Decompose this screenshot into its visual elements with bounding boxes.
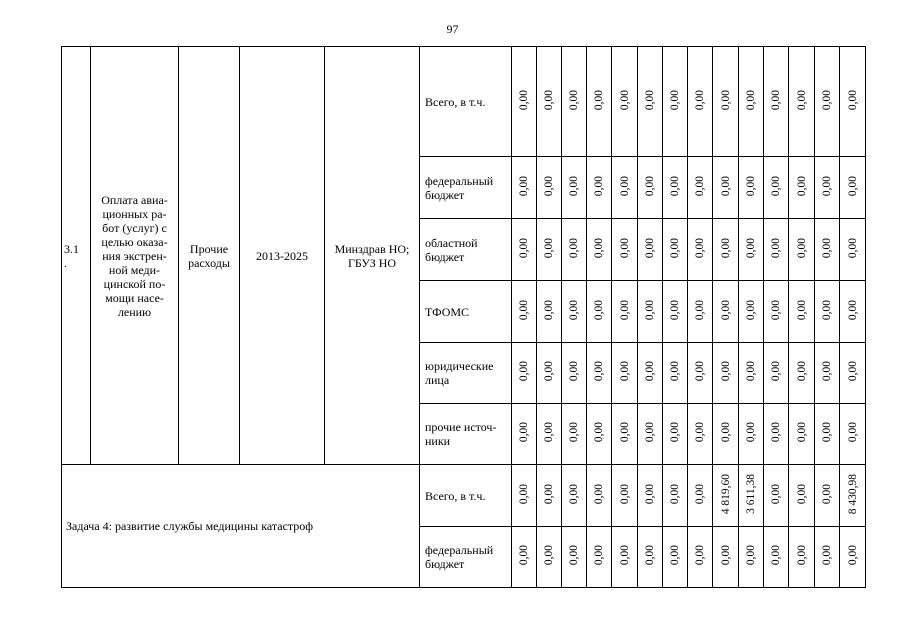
value-text: 0,00 xyxy=(644,89,656,111)
value-cell xyxy=(688,157,713,219)
value-text: 0,00 xyxy=(669,175,681,197)
item-index: 3.1 . xyxy=(62,47,91,465)
value-text: 0,00 xyxy=(618,299,631,321)
value-cell xyxy=(789,404,815,465)
value-cell xyxy=(840,343,866,404)
value-cell xyxy=(512,157,537,219)
value-cell xyxy=(537,157,562,219)
budget-table xyxy=(61,46,866,588)
value-cell xyxy=(512,47,537,157)
funding-source-label: ТФОМС xyxy=(420,281,512,343)
value-cell xyxy=(840,219,866,281)
value-text: 4 819,60 xyxy=(719,473,732,515)
value-cell xyxy=(638,157,663,219)
value-cell xyxy=(764,157,789,219)
funding-source-label: юридические лица xyxy=(420,343,512,404)
value-cell xyxy=(840,404,866,465)
value-text: 0,00 xyxy=(669,299,681,321)
value-cell xyxy=(638,219,663,281)
value-text: 0,00 xyxy=(770,299,782,321)
value-cell xyxy=(713,465,739,527)
value-text: 0,00 xyxy=(821,422,833,443)
value-text: 0,00 xyxy=(846,175,859,197)
value-cell xyxy=(537,47,562,157)
value-cell xyxy=(612,157,638,219)
value-cell xyxy=(713,527,739,588)
value-cell xyxy=(815,157,840,219)
value-cell xyxy=(512,219,537,281)
value-text: 0,00 xyxy=(694,545,706,566)
value-cell xyxy=(562,404,587,465)
value-text: 0,00 xyxy=(745,89,757,111)
value-cell xyxy=(612,281,638,343)
value-cell xyxy=(815,527,840,588)
value-cell xyxy=(537,465,562,527)
value-text: 0,00 xyxy=(770,545,782,566)
value-cell xyxy=(713,404,739,465)
value-cell xyxy=(688,527,713,588)
value-text: 0,00 xyxy=(618,545,631,566)
value-cell xyxy=(688,404,713,465)
value-text: 0,00 xyxy=(719,299,732,321)
value-text: 0,00 xyxy=(719,545,732,566)
value-cell xyxy=(815,219,840,281)
value-text: 0,00 xyxy=(644,237,656,259)
executor: Минздрав НО; ГБУЗ НО xyxy=(325,47,420,465)
funding-source-label: Всего, в т.ч. xyxy=(420,47,512,157)
funding-source-label: прочие источ- ники xyxy=(420,404,512,465)
value-text: 0,00 xyxy=(694,299,706,321)
value-cell xyxy=(789,157,815,219)
value-text: 0,00 xyxy=(618,237,631,259)
value-cell xyxy=(764,527,789,588)
value-text: 0,00 xyxy=(568,175,580,197)
value-text: 0,00 xyxy=(745,361,757,382)
item-name: Оплата авиа- ционных ра- бот (услуг) с целью оказа- ния экстрен- ной меди- цинской по- мощи насе- лению xyxy=(91,47,179,465)
value-cell xyxy=(815,47,840,157)
expense-type: Прочие расходы xyxy=(179,47,240,465)
value-text: 0,00 xyxy=(795,237,808,259)
value-cell xyxy=(587,47,612,157)
value-text: 0,00 xyxy=(846,361,859,382)
value-cell xyxy=(612,47,638,157)
value-text: 0,00 xyxy=(644,545,656,566)
value-text: 0,00 xyxy=(719,175,732,197)
value-cell xyxy=(739,47,764,157)
value-cell xyxy=(638,47,663,157)
value-cell xyxy=(587,157,612,219)
value-cell xyxy=(562,219,587,281)
value-cell xyxy=(587,404,612,465)
value-cell xyxy=(840,281,866,343)
value-text: 0,00 xyxy=(568,545,580,566)
value-cell xyxy=(587,219,612,281)
value-text: 0,00 xyxy=(618,483,631,505)
value-cell xyxy=(840,465,866,527)
value-text: 0,00 xyxy=(618,89,631,111)
value-text: 3 611,38 xyxy=(745,474,757,514)
value-cell xyxy=(612,527,638,588)
value-cell xyxy=(537,404,562,465)
value-text: 0,00 xyxy=(618,422,631,443)
value-cell xyxy=(764,219,789,281)
value-text: 0,00 xyxy=(745,299,757,321)
value-text: 0,00 xyxy=(618,361,631,382)
value-cell xyxy=(789,465,815,527)
value-text: 0,00 xyxy=(568,422,580,443)
value-cell xyxy=(537,527,562,588)
value-text: 0,00 xyxy=(821,483,833,505)
value-text: 0,00 xyxy=(644,483,656,505)
value-cell xyxy=(612,465,638,527)
value-text: 0,00 xyxy=(694,175,706,197)
value-text: 0,00 xyxy=(618,175,631,197)
value-text: 0,00 xyxy=(745,237,757,259)
page-number: 97 xyxy=(446,22,459,36)
value-cell xyxy=(764,465,789,527)
value-cell xyxy=(663,219,688,281)
value-text: 0,00 xyxy=(846,299,859,321)
value-cell xyxy=(663,465,688,527)
value-text: 0,00 xyxy=(795,422,808,443)
value-text: 0,00 xyxy=(719,89,732,111)
value-cell xyxy=(764,343,789,404)
value-cell xyxy=(537,219,562,281)
value-text: 8 430,98 xyxy=(846,473,859,515)
value-text: 0,00 xyxy=(543,361,555,382)
value-text: 0,00 xyxy=(543,545,555,566)
value-cell xyxy=(713,219,739,281)
value-text: 0,00 xyxy=(518,89,530,111)
value-text: 0,00 xyxy=(745,545,757,566)
value-cell xyxy=(562,343,587,404)
value-cell xyxy=(713,47,739,157)
funding-source-label: областной бюджет xyxy=(420,219,512,281)
value-text: 0,00 xyxy=(821,89,833,111)
value-text: 0,00 xyxy=(543,299,555,321)
value-text: 0,00 xyxy=(795,89,808,111)
value-text: 0,00 xyxy=(644,361,656,382)
value-text: 0,00 xyxy=(795,299,808,321)
value-text: 0,00 xyxy=(593,422,605,443)
value-cell xyxy=(739,281,764,343)
value-text: 0,00 xyxy=(568,237,580,259)
value-cell xyxy=(537,343,562,404)
value-text: 0,00 xyxy=(593,237,605,259)
value-text: 0,00 xyxy=(669,483,681,505)
value-cell xyxy=(739,465,764,527)
value-cell xyxy=(789,343,815,404)
value-text: 0,00 xyxy=(593,361,605,382)
value-cell xyxy=(562,281,587,343)
value-text: 0,00 xyxy=(644,175,656,197)
value-text: 0,00 xyxy=(669,545,681,566)
value-text: 0,00 xyxy=(821,237,833,259)
value-text: 0,00 xyxy=(846,422,859,443)
value-cell xyxy=(815,404,840,465)
value-text: 0,00 xyxy=(821,545,833,566)
value-cell xyxy=(789,219,815,281)
value-cell xyxy=(587,465,612,527)
value-cell xyxy=(663,404,688,465)
value-text: 0,00 xyxy=(745,175,757,197)
value-cell xyxy=(512,343,537,404)
value-cell xyxy=(688,343,713,404)
value-cell xyxy=(688,465,713,527)
value-cell xyxy=(789,47,815,157)
value-text: 0,00 xyxy=(795,483,808,505)
value-text: 0,00 xyxy=(669,361,681,382)
value-text: 0,00 xyxy=(821,175,833,197)
value-cell xyxy=(739,404,764,465)
value-cell xyxy=(789,281,815,343)
value-cell xyxy=(562,527,587,588)
value-text: 0,00 xyxy=(694,422,706,443)
value-cell xyxy=(764,47,789,157)
value-text: 0,00 xyxy=(543,422,555,443)
value-text: 0,00 xyxy=(518,422,530,443)
value-text: 0,00 xyxy=(593,545,605,566)
value-cell xyxy=(789,527,815,588)
value-text: 0,00 xyxy=(644,422,656,443)
value-text: 0,00 xyxy=(669,422,681,443)
value-text: 0,00 xyxy=(593,299,605,321)
value-cell xyxy=(512,527,537,588)
value-text: 0,00 xyxy=(644,299,656,321)
value-text: 0,00 xyxy=(770,89,782,111)
value-text: 0,00 xyxy=(543,175,555,197)
value-cell xyxy=(815,281,840,343)
value-text: 0,00 xyxy=(719,361,732,382)
value-cell xyxy=(512,465,537,527)
task-title: Задача 4: развитие службы медицины катастроф xyxy=(62,465,420,588)
value-cell xyxy=(688,281,713,343)
value-text: 0,00 xyxy=(694,237,706,259)
value-text: 0,00 xyxy=(543,89,555,111)
value-cell xyxy=(840,47,866,157)
value-cell xyxy=(739,219,764,281)
value-text: 0,00 xyxy=(593,483,605,505)
value-cell xyxy=(638,281,663,343)
value-text: 0,00 xyxy=(669,89,681,111)
value-text: 0,00 xyxy=(770,175,782,197)
value-cell xyxy=(512,281,537,343)
value-text: 0,00 xyxy=(770,237,782,259)
value-text: 0,00 xyxy=(568,483,580,505)
value-cell xyxy=(713,343,739,404)
value-cell xyxy=(638,404,663,465)
value-cell xyxy=(739,157,764,219)
value-cell xyxy=(840,157,866,219)
value-cell xyxy=(587,527,612,588)
value-text: 0,00 xyxy=(518,175,530,197)
value-cell xyxy=(713,281,739,343)
value-text: 0,00 xyxy=(846,545,859,566)
value-cell xyxy=(663,527,688,588)
value-text: 0,00 xyxy=(770,361,782,382)
value-cell xyxy=(562,157,587,219)
value-text: 0,00 xyxy=(821,299,833,321)
value-text: 0,00 xyxy=(846,89,859,111)
value-text: 0,00 xyxy=(568,299,580,321)
value-cell xyxy=(537,281,562,343)
value-text: 0,00 xyxy=(568,89,580,111)
value-cell xyxy=(587,343,612,404)
value-cell xyxy=(840,527,866,588)
value-cell xyxy=(713,157,739,219)
value-text: 0,00 xyxy=(770,483,782,505)
value-cell xyxy=(612,343,638,404)
value-cell xyxy=(688,47,713,157)
value-text: 0,00 xyxy=(719,422,732,443)
value-cell xyxy=(663,157,688,219)
value-cell xyxy=(764,404,789,465)
value-text: 0,00 xyxy=(518,299,530,321)
value-text: 0,00 xyxy=(669,237,681,259)
value-text: 0,00 xyxy=(694,89,706,111)
value-text: 0,00 xyxy=(568,361,580,382)
table-row xyxy=(62,47,866,157)
value-cell xyxy=(612,219,638,281)
value-cell xyxy=(638,343,663,404)
value-text: 0,00 xyxy=(694,483,706,505)
value-text: 0,00 xyxy=(745,422,757,443)
value-cell xyxy=(638,465,663,527)
value-text: 0,00 xyxy=(795,175,808,197)
value-text: 0,00 xyxy=(543,237,555,259)
table-row xyxy=(62,465,866,527)
value-cell xyxy=(663,47,688,157)
value-text: 0,00 xyxy=(593,89,605,111)
value-cell xyxy=(739,343,764,404)
value-cell xyxy=(764,281,789,343)
value-cell xyxy=(663,281,688,343)
value-cell xyxy=(562,47,587,157)
funding-source-label: Всего, в т.ч. xyxy=(420,465,512,527)
value-cell xyxy=(612,404,638,465)
funding-source-label: федеральный бюджет xyxy=(420,157,512,219)
value-cell xyxy=(512,404,537,465)
value-text: 0,00 xyxy=(770,422,782,443)
value-text: 0,00 xyxy=(821,361,833,382)
value-text: 0,00 xyxy=(518,237,530,259)
value-cell xyxy=(562,465,587,527)
value-text: 0,00 xyxy=(518,545,530,566)
value-text: 0,00 xyxy=(846,237,859,259)
value-cell xyxy=(815,343,840,404)
value-text: 0,00 xyxy=(518,483,530,505)
value-cell xyxy=(739,527,764,588)
value-cell xyxy=(663,343,688,404)
value-cell xyxy=(815,465,840,527)
value-text: 0,00 xyxy=(795,361,808,382)
period: 2013-2025 xyxy=(240,47,325,465)
value-text: 0,00 xyxy=(593,175,605,197)
value-text: 0,00 xyxy=(694,361,706,382)
value-cell xyxy=(638,527,663,588)
value-cell xyxy=(688,219,713,281)
value-text: 0,00 xyxy=(795,545,808,566)
value-text: 0,00 xyxy=(543,483,555,505)
funding-source-label: федеральный бюджет xyxy=(420,527,512,588)
value-text: 0,00 xyxy=(518,361,530,382)
value-text: 0,00 xyxy=(719,237,732,259)
value-cell xyxy=(587,281,612,343)
